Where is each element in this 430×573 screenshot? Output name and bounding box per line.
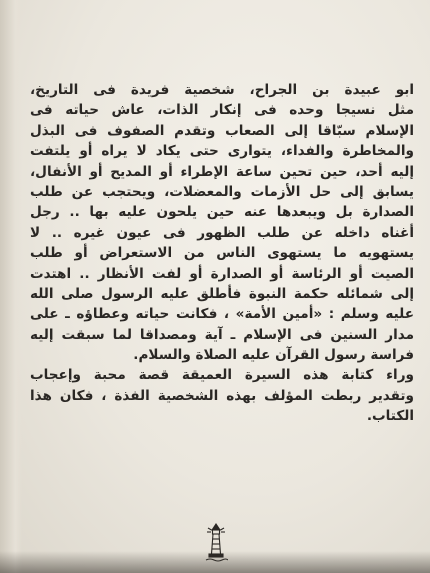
text-line: مدار السنين فى الإسلام ـ آية ومصداقا لما سبقت إليه	[30, 326, 414, 343]
paragraph-biography	[30, 80, 414, 365]
text-line: يستهويه ما يستهوى الناس من الاستعراض أو طلب	[30, 245, 414, 262]
bottom-shadow	[0, 551, 430, 573]
text-line: يسابق إلى حل الأزمات والمعضلات، ويحتجب عن طلب	[30, 183, 414, 200]
text-line: الصيت أو الرئاسة أو الصدارة أو لفت الأنظار .. اهتدت	[30, 265, 414, 282]
text-line: إليه أحد، حين تحين ساعة الإطراء أو المديح أو الأنفال،	[30, 163, 414, 180]
page-fold-shadow	[0, 0, 22, 573]
text-line: وتقدير ربطت المؤلف بهذه الشخصية الفذة ، فكان هذا	[30, 387, 414, 404]
text-line: وراء كتابة هذه السيرة العميقة قصة محبة وإعجاب	[30, 367, 414, 384]
text-line: ابو عبيدة بن الجراح، شخصية فريدة فى التاريخ،	[30, 82, 414, 98]
back-cover-text	[30, 80, 414, 427]
paragraph-about-book	[30, 365, 414, 426]
text-line: الإسلام سبّاقا إلى الصعاب وتقدم الصفوف فى البذل	[30, 122, 414, 139]
text-line: فراسة رسول القرآن عليه الصلاة والسلام.	[133, 347, 414, 364]
text-line: الكتاب.	[366, 408, 414, 425]
text-line: أغناه داخله عن طلب الظهور فى عيون غيره .. لا	[30, 224, 414, 241]
text-line: والمخاطرة والفداء، يتوارى حتى يكاد لا يراه أو يلتفت	[30, 143, 414, 160]
text-line: مثل نسيجا وحده فى إنكار الذات، عاش حياته فى	[30, 102, 414, 119]
text-line: الصدارة بل ويبعدها عنه حين يلحون عليه بها .. رجل	[30, 204, 414, 221]
text-line: إلى شمائله حكمة النبوة فأطلق عليه الرسول صلى الله	[30, 285, 414, 302]
text-line: عليه وسلم : «أمين الأمة» ، فكانت حياته وعطاؤه ـ على	[30, 306, 414, 323]
